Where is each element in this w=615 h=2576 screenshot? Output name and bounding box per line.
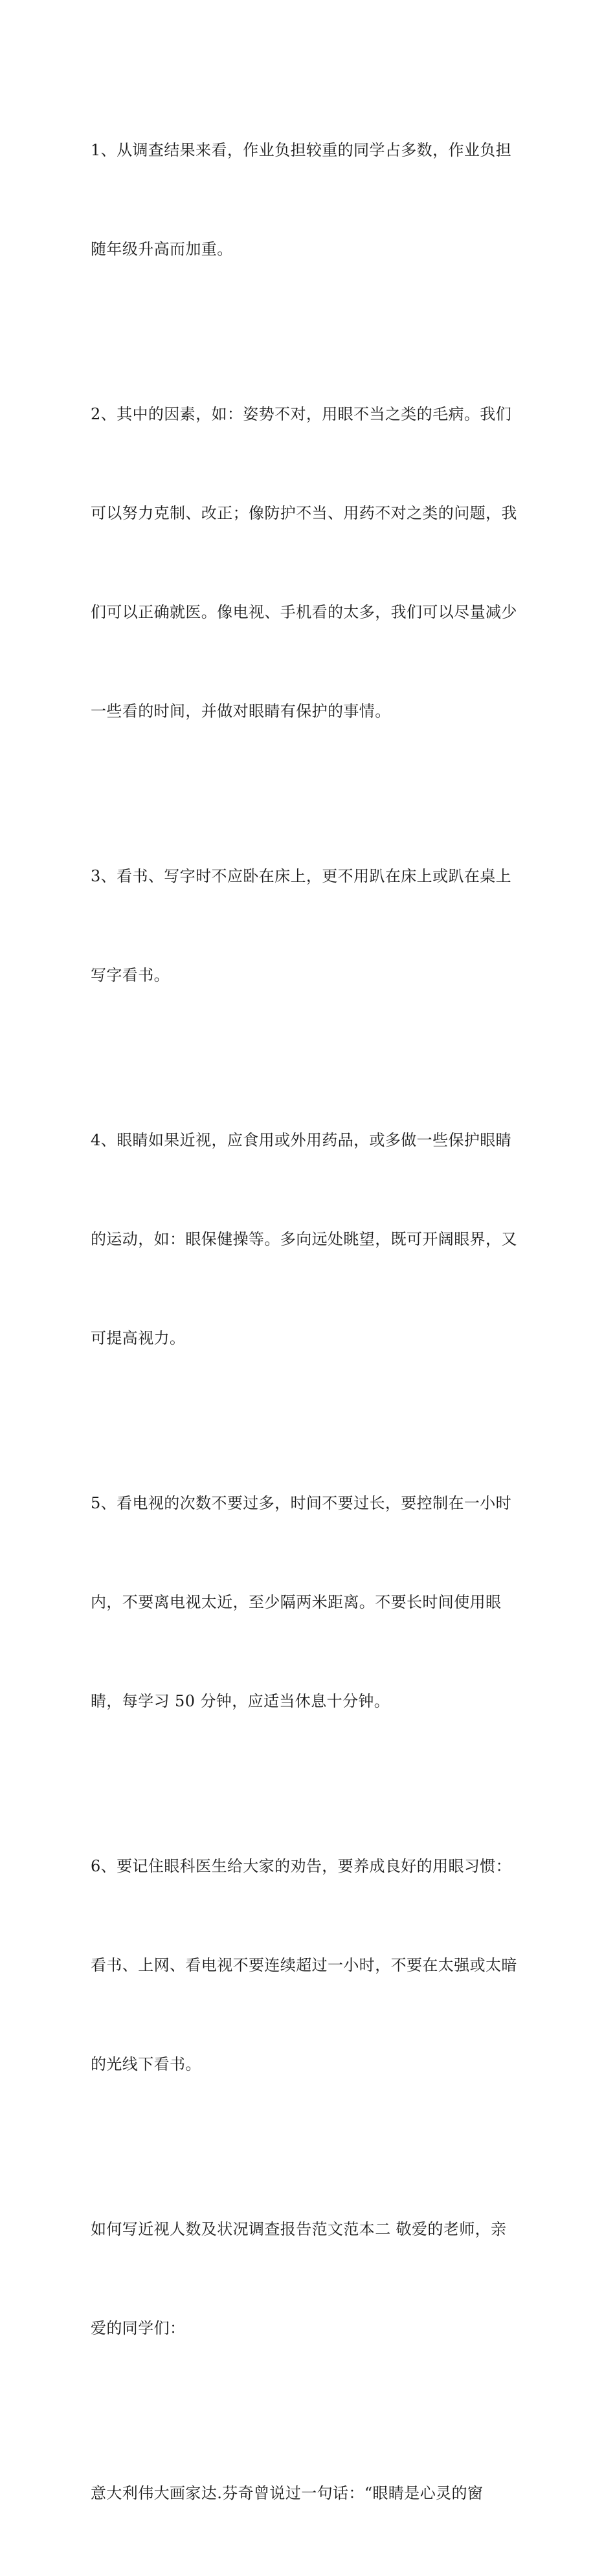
text-line: 睛，每学习 50 分钟，应适当休息十分钟。 — [91, 1692, 390, 1710]
paragraph-1 — [91, 68, 531, 332]
text-line: 3、看书、写字时不应卧在床上，更不用趴在床上或趴在桌上 — [91, 867, 512, 885]
paragraph-2 — [91, 332, 531, 794]
text-line: 2、其中的因素，如：姿势不对，用眼不当之类的毛病。我们 — [91, 405, 512, 423]
text-line: 一些看的时间，并做对眼睛有保护的事情。 — [91, 702, 391, 720]
text-line: 如何写近视人数及状况调查报告范文范本二 敬爱的老师，亲 — [91, 2220, 507, 2238]
text-line: 可提高视力。 — [91, 1329, 186, 1347]
text-line: 看书、上网、看电视不要连续超过一小时，不要在太强或太暗 — [91, 1956, 517, 1974]
text-line: 随年级升高而加重。 — [91, 240, 233, 258]
paragraph-6 — [91, 1784, 531, 2147]
text-line: 内，不要离电视太近，至少隔两米距离。不要长时间使用眼 — [91, 1593, 502, 1611]
paragraph-8 — [91, 2411, 531, 2576]
text-line: 1、从调查结果来看，作业负担较重的同学占多数，作业负担 — [91, 141, 512, 159]
text-line: 可以努力克制、改正；像防护不当、用药不对之类的问题，我 — [91, 504, 517, 522]
text-line: 们可以正确就医。像电视、手机看的太多，我们可以尽量减少 — [91, 603, 517, 621]
text-line: 意大利伟大画家达.芬奇曾说过一句话：“眼睛是心灵的窗 — [91, 2484, 484, 2502]
paragraph-7 — [91, 2147, 531, 2411]
text-line: 5、看电视的次数不要过多，时间不要过长，要控制在一小时 — [91, 1494, 512, 1512]
paragraph-4 — [91, 1058, 531, 1421]
text-line: 4、眼睛如果近视，应食用或外用药品，或多做一些保护眼睛 — [91, 1131, 512, 1149]
text-line: 的运动，如：眼保健操等。多向远处眺望，既可开阔眼界，又 — [91, 1230, 517, 1248]
text-line: 的光线下看书。 — [91, 2055, 201, 2073]
text-line: 6、要记住眼科医生给大家的劝告，要养成良好的用眼习惯： — [91, 1857, 512, 1875]
document-body — [91, 68, 531, 2576]
text-line: 爱的同学们： — [91, 2319, 186, 2337]
paragraph-5 — [91, 1421, 531, 1784]
paragraph-3 — [91, 794, 531, 1058]
text-line: 写字看书。 — [91, 966, 170, 984]
